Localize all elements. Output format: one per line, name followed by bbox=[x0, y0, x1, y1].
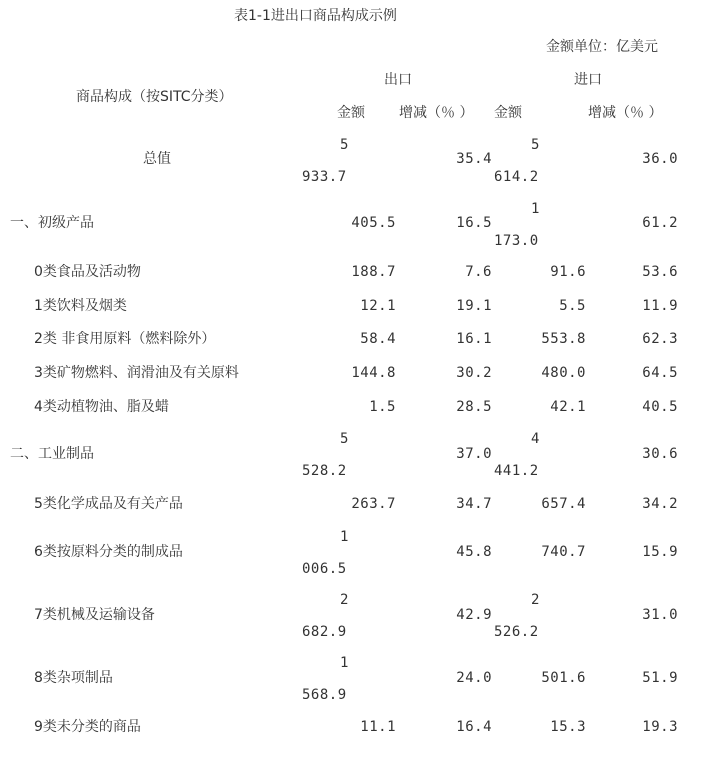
unit-label: 金额单位：亿美元 bbox=[546, 39, 658, 55]
cell-export-change: 34.7 bbox=[456, 496, 492, 512]
row-label-class-0: 0类食品及活动物 bbox=[34, 264, 141, 280]
cell-export-amount: 263.7 bbox=[351, 496, 396, 512]
row-label-class-3: 3类矿物燃料、润滑油及有关原料 bbox=[34, 365, 239, 381]
cell-import-amount-head: 2 bbox=[531, 592, 540, 608]
cell-export-change: 16.4 bbox=[456, 719, 492, 735]
cell-export-amount: 1.5 bbox=[369, 399, 396, 415]
cell-export-amount-tail: 528.2 bbox=[302, 463, 347, 479]
cell-import-amount-tail: 526.2 bbox=[494, 624, 539, 640]
cell-import-change: 31.0 bbox=[642, 607, 678, 623]
cell-import-amount-tail: 441.2 bbox=[494, 463, 539, 479]
header-category: 商品构成（按SITC分类） bbox=[76, 89, 233, 105]
cell-export-change: 35.4 bbox=[456, 151, 492, 167]
cell-import-change: 19.3 bbox=[642, 719, 678, 735]
cell-import-amount-tail: 173.0 bbox=[494, 233, 539, 249]
row-label-total: 总值 bbox=[143, 151, 171, 167]
header-import-change: 增减（％ ） bbox=[588, 105, 663, 121]
cell-export-amount: 144.8 bbox=[351, 365, 396, 381]
cell-import-change: 30.6 bbox=[642, 446, 678, 462]
row-label-class-2: 2类 非食用原料（燃料除外） bbox=[34, 331, 216, 347]
cell-export-amount-head: 1 bbox=[340, 529, 349, 545]
cell-import-change: 11.9 bbox=[642, 298, 678, 314]
cell-import-amount: 15.3 bbox=[550, 719, 586, 735]
row-label-class-1: 1类饮料及烟类 bbox=[34, 298, 127, 314]
header-export-change: 增减（％ ） bbox=[399, 105, 474, 121]
cell-export-amount: 405.5 bbox=[351, 215, 396, 231]
cell-import-amount-tail: 614.2 bbox=[494, 169, 539, 185]
cell-export-change: 28.5 bbox=[456, 399, 492, 415]
cell-export-change: 42.9 bbox=[456, 607, 492, 623]
row-label-class-8: 8类杂项制品 bbox=[34, 670, 113, 686]
cell-export-change: 19.1 bbox=[456, 298, 492, 314]
header-import: 进口 bbox=[574, 72, 602, 88]
header-export-amount: 金额 bbox=[337, 105, 365, 121]
cell-import-amount: 501.6 bbox=[541, 670, 586, 686]
table-title: 表1-1进出口商品构成示例 bbox=[234, 8, 397, 24]
cell-export-change: 16.1 bbox=[456, 331, 492, 347]
cell-import-change: 62.3 bbox=[642, 331, 678, 347]
cell-import-change: 40.5 bbox=[642, 399, 678, 415]
cell-export-amount: 11.1 bbox=[360, 719, 396, 735]
cell-import-amount: 553.8 bbox=[541, 331, 586, 347]
cell-import-amount: 657.4 bbox=[541, 496, 586, 512]
cell-import-change: 15.9 bbox=[642, 544, 678, 560]
row-label-class-7: 7类机械及运输设备 bbox=[34, 607, 155, 623]
cell-export-amount-head: 1 bbox=[340, 655, 349, 671]
cell-import-amount: 480.0 bbox=[541, 365, 586, 381]
cell-export-amount-tail: 006.5 bbox=[302, 561, 347, 577]
cell-export-amount-head: 5 bbox=[340, 137, 349, 153]
row-label-class-9: 9类未分类的商品 bbox=[34, 719, 141, 735]
row-label-class-6: 6类按原料分类的制成品 bbox=[34, 544, 183, 560]
header-export: 出口 bbox=[384, 72, 412, 88]
cell-export-amount-head: 5 bbox=[340, 431, 349, 447]
cell-export-amount: 188.7 bbox=[351, 264, 396, 280]
cell-export-amount-tail: 933.7 bbox=[302, 169, 347, 185]
cell-export-amount-tail: 568.9 bbox=[302, 687, 347, 703]
cell-import-amount-head: 4 bbox=[531, 431, 540, 447]
cell-import-amount: 5.5 bbox=[559, 298, 586, 314]
cell-export-change: 7.6 bbox=[465, 264, 492, 280]
cell-import-change: 64.5 bbox=[642, 365, 678, 381]
row-label-manufactured-goods: 二、工业制品 bbox=[10, 446, 94, 462]
cell-import-amount: 91.6 bbox=[550, 264, 586, 280]
cell-import-change: 34.2 bbox=[642, 496, 678, 512]
cell-import-change: 53.6 bbox=[642, 264, 678, 280]
cell-export-amount: 12.1 bbox=[360, 298, 396, 314]
cell-import-amount-head: 5 bbox=[531, 137, 540, 153]
header-import-amount: 金额 bbox=[494, 105, 522, 121]
cell-import-change: 51.9 bbox=[642, 670, 678, 686]
cell-import-amount: 740.7 bbox=[541, 544, 586, 560]
cell-export-amount-tail: 682.9 bbox=[302, 624, 347, 640]
cell-export-change: 16.5 bbox=[456, 215, 492, 231]
cell-export-change: 30.2 bbox=[456, 365, 492, 381]
row-label-class-4: 4类动植物油、脂及蜡 bbox=[34, 399, 169, 415]
cell-export-change: 45.8 bbox=[456, 544, 492, 560]
cell-import-amount: 42.1 bbox=[550, 399, 586, 415]
cell-export-change: 24.0 bbox=[456, 670, 492, 686]
cell-import-amount-head: 1 bbox=[531, 201, 540, 217]
row-label-primary-products: 一、初级产品 bbox=[10, 215, 94, 231]
cell-import-change: 61.2 bbox=[642, 215, 678, 231]
cell-import-change: 36.0 bbox=[642, 151, 678, 167]
cell-export-amount: 58.4 bbox=[360, 331, 396, 347]
row-label-class-5: 5类化学成品及有关产品 bbox=[34, 496, 183, 512]
cell-export-change: 37.0 bbox=[456, 446, 492, 462]
cell-export-amount-head: 2 bbox=[340, 592, 349, 608]
